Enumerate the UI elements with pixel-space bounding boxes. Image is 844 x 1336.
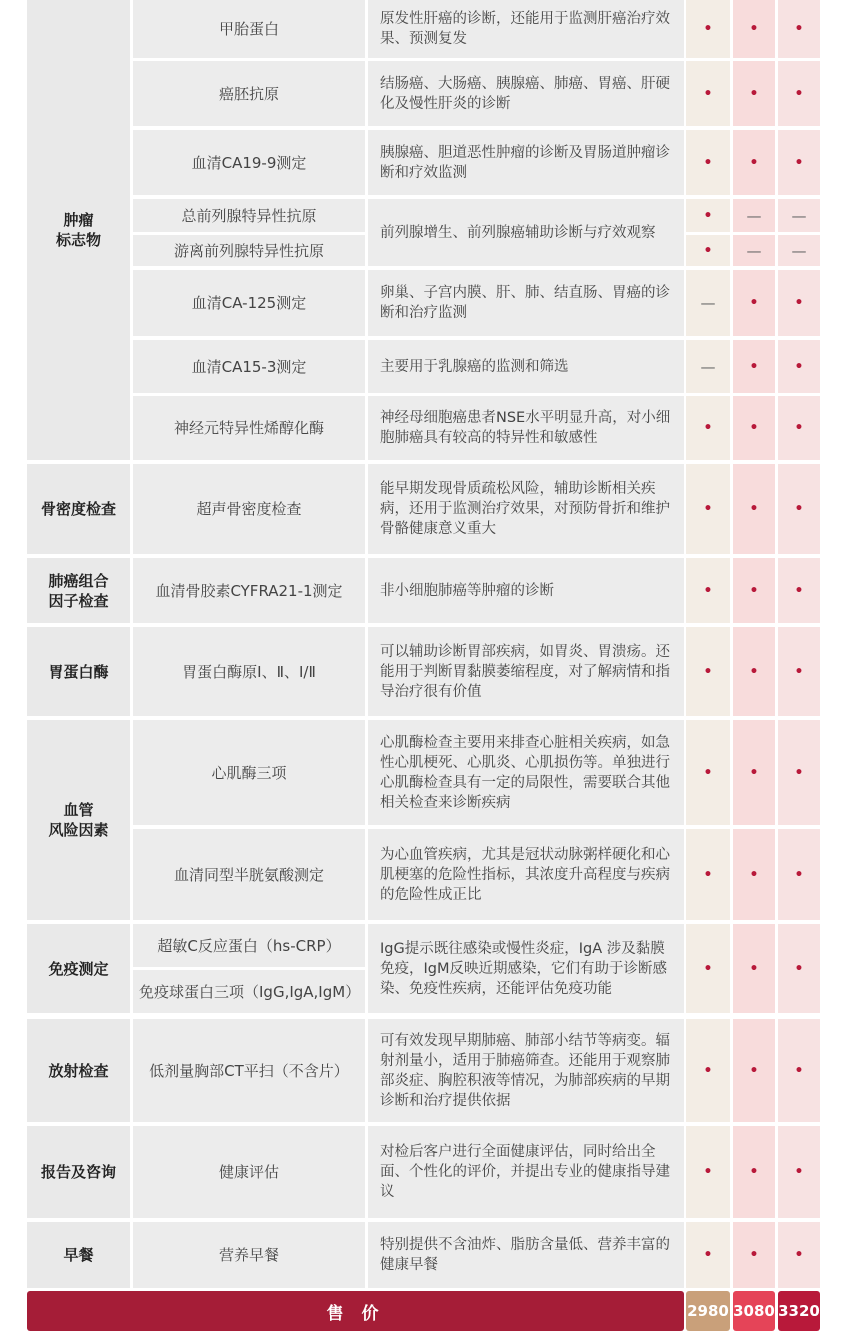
item-description: 特别提供不含油炸、脂肪含量低、营养丰富的健康早餐: [368, 1222, 684, 1288]
package-mark: [733, 130, 775, 195]
included-dot: •: [703, 85, 713, 102]
category-cell: 早餐: [27, 1222, 130, 1288]
package-mark: [686, 235, 730, 266]
item-description: 卵巢、子宫内膜、肝、肺、结直肠、胃癌的诊断和治疗监测: [368, 270, 684, 336]
package-mark: [778, 396, 820, 460]
package-mark: [686, 396, 730, 460]
package-mark: [733, 1222, 775, 1288]
included-dot: •: [703, 242, 713, 259]
package-mark: [686, 270, 730, 336]
item-description: 原发性肝癌的诊断，还能用于监测肝癌治疗效果、预测复发: [368, 0, 684, 58]
package-mark: [778, 1019, 820, 1122]
item-description: 胰腺癌、胆道恶性肿瘤的诊断及胃肠道肿瘤诊断和疗效监测: [368, 130, 684, 195]
included-dot: •: [703, 1062, 713, 1079]
included-dot: •: [794, 764, 804, 781]
package-mark: [733, 340, 775, 393]
package-mark: [778, 558, 820, 623]
included-dot: •: [703, 764, 713, 781]
category-cell: 放射检查: [27, 1019, 130, 1122]
package-price: 3320: [778, 1291, 820, 1331]
item-description: 可有效发现早期肺癌、肺部小结节等病变。辐射剂量小，适用于肺癌筛查。还能用于观察肺部炎症、胸腔积液等情况，为肺部疾病的早期诊断和治疗提供依据: [368, 1019, 684, 1122]
item-name: 血清同型半胱氨酸测定: [133, 829, 365, 920]
package-mark: [778, 0, 820, 58]
item-name: 低剂量胸部CT平扫（不含片）: [133, 1019, 365, 1122]
package-mark: [733, 270, 775, 336]
included-dot: •: [749, 420, 759, 436]
item-description: IgG提示既往感染或慢性炎症，IgA 涉及黏膜免疫，IgM反映近期感染，它们有助于诊断感染、免疫性疾病，还能评估免疫功能: [368, 924, 684, 1013]
included-dot: •: [794, 1062, 804, 1079]
package-mark: [686, 61, 730, 126]
included-dot: •: [703, 207, 713, 224]
included-dot: •: [703, 154, 713, 171]
included-dot: •: [794, 663, 804, 680]
category-cell: 血管 风险因素: [27, 720, 130, 920]
package-mark: [733, 199, 775, 232]
item-name: 健康评估: [133, 1126, 365, 1218]
item-description: 能早期发现骨质疏松风险，辅助诊断相关疾病，还用于监测治疗效果，对预防骨折和维护骨骼健康意义重大: [368, 464, 684, 554]
included-dot: •: [794, 85, 804, 102]
item-name: 心肌酶三项: [133, 720, 365, 825]
category-cell: 肿瘤 标志物: [27, 0, 130, 460]
package-mark: [686, 130, 730, 195]
included-dot: •: [703, 21, 713, 37]
package-mark: [733, 829, 775, 920]
category-cell: 免疫测定: [27, 924, 130, 1013]
item-name: 癌胚抗原: [133, 61, 365, 126]
package-mark: [686, 1019, 730, 1122]
included-dot: •: [794, 1247, 804, 1263]
included-dot: •: [794, 582, 804, 599]
included-dot: •: [749, 1062, 759, 1079]
included-dot: •: [749, 154, 759, 171]
package-mark: [778, 720, 820, 825]
package-mark: [733, 0, 775, 58]
item-name: 血清CA-125测定: [133, 270, 365, 336]
item-description: 前列腺增生、前列腺癌辅助诊断与疗效观察: [368, 199, 684, 266]
package-mark: [686, 0, 730, 58]
included-dot: •: [749, 501, 759, 517]
package-mark: [686, 558, 730, 623]
included-dot: •: [749, 866, 759, 883]
included-dot: •: [794, 866, 804, 883]
package-mark: [733, 924, 775, 1013]
item-name: 游离前列腺特异性抗原: [133, 235, 365, 266]
package-mark: [733, 558, 775, 623]
package-mark: [733, 720, 775, 825]
package-mark: [778, 464, 820, 554]
category-cell: 骨密度检查: [27, 464, 130, 554]
package-mark: [686, 829, 730, 920]
included-dot: •: [749, 85, 759, 102]
package-mark: [733, 464, 775, 554]
item-description: 为心血管疾病，尤其是冠状动脉粥样硬化和心肌梗塞的危险性指标，其浓度升高程度与疾病的危险性成正比: [368, 829, 684, 920]
package-mark: [778, 340, 820, 393]
package-mark: [686, 1126, 730, 1218]
package-mark: [733, 1126, 775, 1218]
package-mark: [686, 464, 730, 554]
included-dot: •: [703, 1247, 713, 1263]
included-dot: •: [749, 582, 759, 599]
package-price: 2980: [686, 1291, 730, 1331]
included-dot: •: [749, 663, 759, 680]
package-mark: [686, 1222, 730, 1288]
item-description: 对检后客户进行全面健康评估，同时给出全面、个性化的评价，并提出专业的健康指导建议: [368, 1126, 684, 1218]
included-dot: •: [749, 1164, 759, 1180]
included-dot: •: [749, 1247, 759, 1263]
included-dot: •: [749, 764, 759, 781]
item-name: 超声骨密度检查: [133, 464, 365, 554]
item-name: 神经元特异性烯醇化酶: [133, 396, 365, 460]
package-mark: [733, 396, 775, 460]
package-mark: [686, 720, 730, 825]
category-cell: 胃蛋白酶: [27, 627, 130, 716]
included-dot: •: [703, 501, 713, 517]
included-dot: •: [703, 663, 713, 680]
package-mark: [686, 627, 730, 716]
package-mark: [733, 627, 775, 716]
included-dot: •: [794, 960, 804, 977]
item-name: 营养早餐: [133, 1222, 365, 1288]
package-mark: [686, 199, 730, 232]
package-mark: [778, 130, 820, 195]
item-description: 心肌酶检查主要用来排查心脏相关疾病，如急性心肌梗死、心肌炎、心肌损伤等。单独进行心肌酶检查具有一定的局限性，需要联合其他相关检查来诊断疾病: [368, 720, 684, 825]
item-description: 主要用于乳腺癌的监测和筛选: [368, 340, 684, 393]
item-name: 胃蛋白酶原Ⅰ、Ⅱ、Ⅰ/Ⅱ: [133, 627, 365, 716]
included-dot: •: [794, 1164, 804, 1180]
price-label: 售 价: [27, 1291, 684, 1331]
included-dot: •: [703, 582, 713, 599]
item-name: 血清CA15-3测定: [133, 340, 365, 393]
included-dot: •: [749, 358, 759, 375]
package-mark: [733, 235, 775, 266]
included-dot: •: [749, 960, 759, 977]
included-dot: •: [703, 420, 713, 436]
included-dot: •: [794, 501, 804, 517]
item-description: 结肠癌、大肠癌、胰腺癌、肺癌、胃癌、肝硬化及慢性肝炎的诊断: [368, 61, 684, 126]
included-dot: •: [794, 154, 804, 171]
package-mark: [778, 627, 820, 716]
included-dot: •: [794, 21, 804, 37]
not-included-dash: —: [746, 241, 762, 260]
item-description: 可以辅助诊断胃部疾病，如胃炎、胃溃疡。还能用于判断胃黏膜萎缩程度，对了解病情和指导治疗很有价值: [368, 627, 684, 716]
not-included-dash: —: [791, 241, 807, 260]
package-mark: [733, 1019, 775, 1122]
included-dot: •: [794, 420, 804, 436]
item-name: 血清CA19-9测定: [133, 130, 365, 195]
not-included-dash: —: [700, 357, 716, 376]
package-mark: [686, 340, 730, 393]
included-dot: •: [703, 960, 713, 977]
package-mark: [778, 270, 820, 336]
not-included-dash: —: [700, 294, 716, 312]
item-name: 超敏C反应蛋白（hs-CRP）: [133, 924, 365, 967]
item-name: 总前列腺特异性抗原: [133, 199, 365, 232]
category-cell: 报告及咨询: [27, 1126, 130, 1218]
item-description: 非小细胞肺癌等肿瘤的诊断: [368, 558, 684, 623]
package-mark: [778, 235, 820, 266]
included-dot: •: [749, 21, 759, 37]
package-mark: [778, 1222, 820, 1288]
included-dot: •: [703, 1164, 713, 1180]
included-dot: •: [794, 295, 804, 311]
package-mark: [778, 61, 820, 126]
item-name: 免疫球蛋白三项（IgG,IgA,IgM）: [133, 970, 365, 1013]
item-description: 神经母细胞癌患者NSE水平明显升高，对小细胞肺癌具有较高的特异性和敏感性: [368, 396, 684, 460]
package-mark: [778, 1126, 820, 1218]
package-mark: [778, 924, 820, 1013]
item-name: 血清骨胶素CYFRA21-1测定: [133, 558, 365, 623]
package-mark: [778, 199, 820, 232]
package-price: 3080: [733, 1291, 775, 1331]
not-included-dash: —: [746, 206, 762, 225]
package-mark: [686, 924, 730, 1013]
included-dot: •: [794, 358, 804, 375]
included-dot: •: [749, 295, 759, 311]
package-mark: [733, 61, 775, 126]
package-mark: [778, 829, 820, 920]
included-dot: •: [703, 866, 713, 883]
not-included-dash: —: [791, 206, 807, 225]
category-cell: 肺癌组合 因子检查: [27, 558, 130, 623]
item-name: 甲胎蛋白: [133, 0, 365, 58]
